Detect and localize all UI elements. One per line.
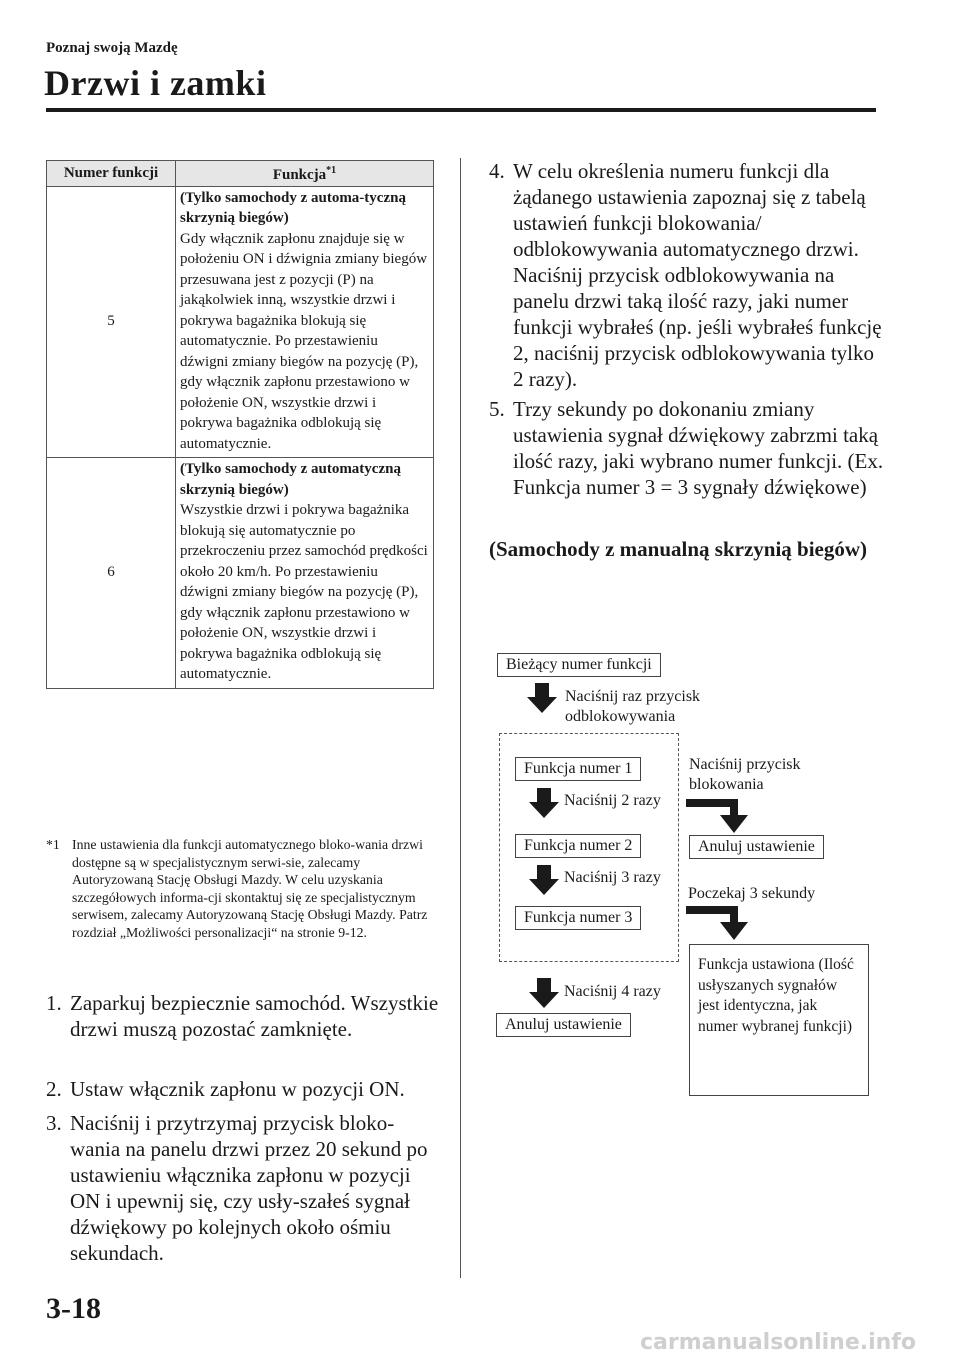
function-2-box: Funkcja numer 2 — [515, 834, 641, 858]
function-number: 6 — [47, 458, 176, 689]
step-text: W celu określenia numeru funkcji dla żądanego ustawienia zapoznaj się z tabelą ustawień funkcji blokowania/ odblokowywania automatycznego drzwi. Naciśnij przycisk odblokowywania na panelu drzwi taką ilość razy, jaki numer funkcji wybrałeś (np. jeśli wybrałeś funkcję 2, naciśnij przycisk odblokowywania tylko 2 razy). — [513, 159, 882, 391]
arrow-down-icon — [529, 788, 559, 818]
breadcrumb: Poznaj swoją Mazdę — [46, 40, 178, 56]
footnote-marker: *1 — [46, 837, 60, 852]
step-text: Ustaw włącznik zapłonu w pozycji ON. — [70, 1077, 405, 1101]
step-2 — [46, 1076, 444, 1102]
press-4-label: Naciśnij 4 razy — [564, 983, 661, 1000]
col-function-header: Funkcja$^{*1}$ — [176, 161, 434, 187]
watermark: carmanualsonline.info — [640, 1330, 916, 1355]
cancel-setting-box-left: Anuluj ustawienie — [496, 1013, 631, 1037]
arrow-down-icon — [527, 683, 557, 713]
step-text: Naciśnij i przytrzymaj przycisk bloko-wania na panelu drzwi przez 20 sekund po ustawieniu włącznika zapłonu w pozycji ON i upewnij się, czy usły-szałeś sygnał dźwiękowy po kolejnych około ośmiu sekundach. — [70, 1111, 428, 1265]
step-1 — [46, 990, 444, 1042]
title-rule — [46, 108, 876, 112]
step-number: 1. — [46, 991, 62, 1015]
manual-transmission-heading: (Samochody z manualną skrzynią biegów) — [489, 537, 868, 561]
step-number: 3. — [46, 1111, 62, 1135]
function-desc — [176, 186, 434, 458]
step-text: Trzy sekundy po dokonaniu zmiany ustawienia sygnał dźwiękowy zabrzmi taką ilość razy, jaki wybrano numer funkcji. (Ex. Funkcja numer 3 = 3 sygnały dźwiękowe) — [513, 397, 884, 499]
function-desc-text: Wszystkie drzwi i pokrywa bagażnika blokują się automatycznie po przekroczeniu przez samochód prędkości około 20 km/h. Po przestawieniu dźwigni zmiany biegów na pozycję (P), gdy włącznik zapłonu przestawiono w położenie ON, wszystkie drzwi i pokrywa bagażnika odblokują się automatycznie. — [180, 502, 428, 682]
page-title: Drzwi i zamki — [44, 63, 267, 103]
cancel-setting-box-right: Anuluj ustawienie — [689, 835, 824, 859]
press-lock-label: Naciśnij przycisk blokowania — [689, 756, 801, 793]
function-3-box: Funkcja numer 3 — [515, 906, 641, 930]
function-desc — [176, 458, 434, 689]
bent-arrow-icon — [686, 799, 762, 833]
arrow-down-icon — [529, 865, 559, 895]
table-row — [47, 186, 434, 458]
press-once-label: Naciśnij raz przycisk odblokowywania — [565, 688, 701, 725]
bent-arrow-icon — [686, 906, 762, 940]
step-3 — [46, 1110, 444, 1266]
function-desc-head: (Tylko samochody z automa-tyczną skrzynią biegów) — [180, 189, 406, 226]
current-function-box: Bieżący numer funkcji — [497, 653, 661, 677]
function-table — [46, 160, 434, 689]
step-5 — [489, 396, 889, 500]
function-number: 5 — [47, 186, 176, 458]
function-desc-text: Gdy włącznik zapłonu znajduje się w położeniu ON i dźwignia zmiany biegów przesuwana jest z pozycji (P) na jakąkolwiek inną, wszystkie drzwi i pokrywa bagażnika blokują się automatycznie. Po przestawieniu dźwigni zmiany biegów na pozycję (P), gdy włącznik zapłonu przestawiono w położenie ON, wszystkie drzwi i pokrywa bagażnika odblokują się automatycznie. — [180, 230, 428, 452]
page-number: 3-18 — [46, 1292, 101, 1325]
column-divider — [460, 158, 461, 1278]
wait-label: Poczekaj 3 sekundy — [688, 885, 816, 902]
step-number: 5. — [489, 397, 505, 421]
step-number: 2. — [46, 1077, 62, 1101]
col-number-header: Numer funkcji — [47, 161, 176, 187]
table-header-row — [47, 161, 434, 187]
function-1-box: Funkcja numer 1 — [515, 757, 641, 781]
footnote-text: Inne ustawienia dla funkcji automatycznego bloko-wania drzwi dostępne są w specjalistycznym serwi-sie, zalecamy Autoryzowaną Stację Obsługi Mazdy. W celu uzyskania szczegółowych informa-cji skontaktuj się ze specjalistycznym serwisem, zalecamy Autoryzowaną Stację Obsługi Mazdy. Patrz rozdział „Możliwości personalizacji“ na stronie 9-12. — [72, 837, 428, 940]
function-set-result-box: Funkcja ustawiona (Ilość usłyszanych sygnałów jest identyczna, jak numer wybranej funkcji) — [689, 944, 869, 1096]
step-number: 4. — [489, 159, 505, 183]
press-2-label: Naciśnij 2 razy — [564, 792, 661, 809]
function-desc-head: (Tylko samochody z automatyczną skrzynią biegów) — [180, 461, 401, 498]
step-4 — [489, 158, 889, 392]
table-row — [47, 458, 434, 689]
arrow-down-icon — [529, 978, 559, 1008]
press-3-label: Naciśnij 3 razy — [564, 869, 661, 886]
step-text: Zaparkuj bezpiecznie samochód. Wszystkie drzwi muszą pozostać zamknięte. — [70, 991, 439, 1041]
footnote-ref: *1 — [326, 165, 337, 176]
footnote — [46, 836, 436, 941]
